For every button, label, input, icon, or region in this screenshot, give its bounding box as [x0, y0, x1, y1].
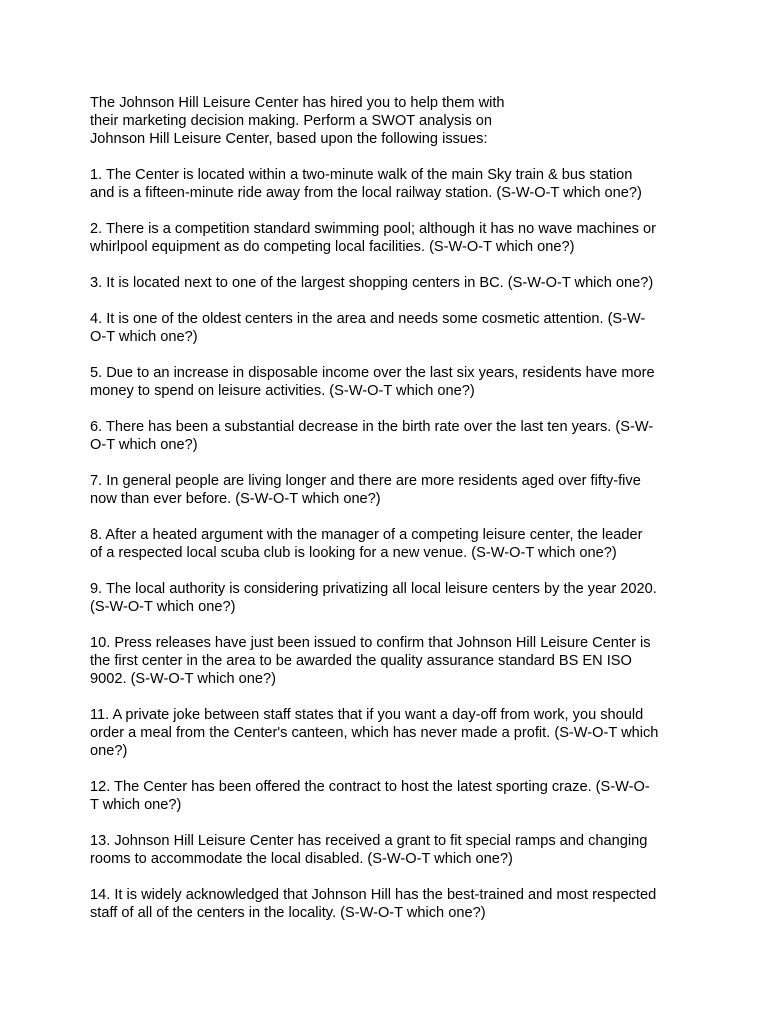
issue-item-11 [90, 706, 682, 760]
issue-line: staff of all of the centers in the locality. (S-W-O-T which one?) [90, 905, 486, 921]
issue-line: the first center in the area to be awarded the quality assurance standard BS EN ISO [90, 653, 632, 669]
issue-line: rooms to accommodate the local disabled. (S-W-O-T which one?) [90, 851, 513, 867]
issue-line: 12. The Center has been offered the contract to host the latest sporting craze. (S-W-O- [90, 779, 650, 795]
issue-line: whirlpool equipment as do competing local facilities. (S-W-O-T which one?) [90, 239, 575, 255]
document-page [90, 94, 682, 940]
issue-line: 10. Press releases have just been issued to confirm that Johnson Hill Leisure Center is [90, 635, 651, 651]
issue-line: 9. The local authority is considering privatizing all local leisure centers by the year 2020. [90, 581, 657, 597]
issue-line: 14. It is widely acknowledged that Johnson Hill has the best-trained and most respected [90, 887, 657, 903]
intro-line: their marketing decision making. Perform a SWOT analysis on [90, 113, 493, 129]
issue-item-14 [90, 886, 682, 922]
issue-item-9 [90, 580, 682, 616]
issue-line: money to spend on leisure activities. (S-W-O-T which one?) [90, 383, 475, 399]
issue-line: 7. In general people are living longer and there are more residents aged over fifty-five [90, 473, 641, 489]
issue-line: now than ever before. (S-W-O-T which one?) [90, 491, 381, 507]
issue-line: O-T which one?) [90, 437, 198, 453]
issue-line: 1. The Center is located within a two-minute walk of the main Sky train & bus station [90, 167, 633, 183]
issue-line: 4. It is one of the oldest centers in the area and needs some cosmetic attention. (S-W- [90, 311, 646, 327]
intro-line: The Johnson Hill Leisure Center has hired you to help them with [90, 95, 505, 111]
intro-line: Johnson Hill Leisure Center, based upon the following issues: [90, 131, 488, 147]
issue-line: 2. There is a competition standard swimming pool; although it has no wave machines or [90, 221, 656, 237]
issue-item-7 [90, 472, 682, 508]
issue-item-12 [90, 778, 682, 814]
issue-item-13 [90, 832, 682, 868]
issue-line: 6. There has been a substantial decrease in the birth rate over the last ten years. (S-W- [90, 419, 654, 435]
issue-line: 3. It is located next to one of the largest shopping centers in BC. (S-W-O-T which one?) [90, 275, 654, 291]
issue-line: T which one?) [90, 797, 182, 813]
issue-line: one?) [90, 743, 128, 759]
issue-item-1 [90, 166, 682, 202]
issue-item-10 [90, 634, 682, 688]
issue-line: O-T which one?) [90, 329, 198, 345]
issue-line: 5. Due to an increase in disposable income over the last six years, residents have more [90, 365, 655, 381]
issue-line: 13. Johnson Hill Leisure Center has received a grant to fit special ramps and changing [90, 833, 648, 849]
issue-line: 11. A private joke between staff states that if you want a day-off from work, you should [90, 707, 644, 723]
issue-item-2 [90, 220, 682, 256]
issue-line: order a meal from the Center's canteen, which has never made a profit. (S-W-O-T which [90, 725, 659, 741]
intro-paragraph [90, 94, 682, 148]
issue-line: of a respected local scuba club is looking for a new venue. (S-W-O-T which one?) [90, 545, 617, 561]
issue-item-3 [90, 274, 682, 292]
issue-item-8 [90, 526, 682, 562]
issue-line: 8. After a heated argument with the manager of a competing leisure center, the leader [90, 527, 643, 543]
issue-line: (S-W-O-T which one?) [90, 599, 236, 615]
issue-item-4 [90, 310, 682, 346]
issue-line: and is a fifteen-minute ride away from the local railway station. (S-W-O-T which one?) [90, 185, 642, 201]
issue-item-6 [90, 418, 682, 454]
issue-item-5 [90, 364, 682, 400]
issue-line: 9002. (S-W-O-T which one?) [90, 671, 277, 687]
